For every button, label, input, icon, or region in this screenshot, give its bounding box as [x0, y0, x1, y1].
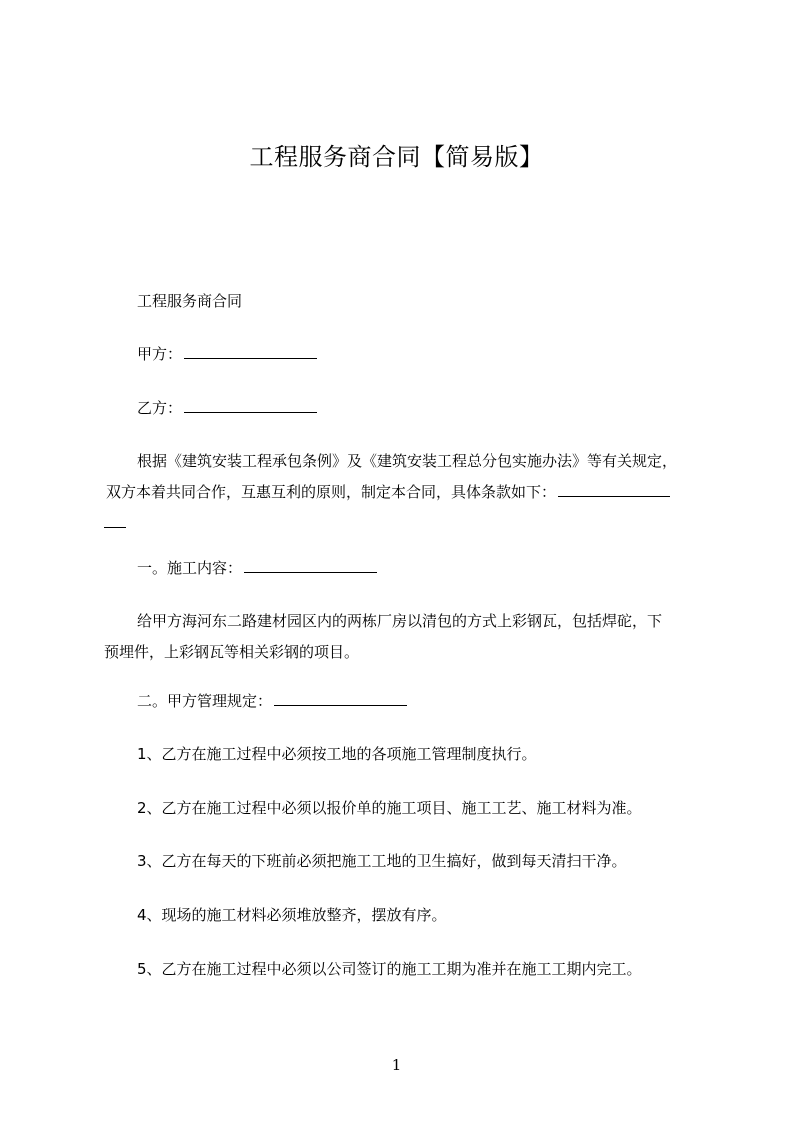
- intro-blank: [558, 482, 670, 497]
- section-1-paragraph: [104, 606, 704, 668]
- party-b-line: [137, 397, 317, 419]
- intro-blank-continued: [104, 513, 126, 528]
- section-2-title-line: [137, 690, 407, 712]
- rule-item: 1、乙方在施工过程中必须按工地的各项施工管理制度执行。: [137, 745, 537, 763]
- contract-heading: 工程服务商合同: [137, 292, 243, 310]
- rule-item: 2、乙方在施工过程中必须以报价单的施工项目、施工工艺、施工材料为准。: [137, 799, 642, 817]
- section-2-title: 二。甲方管理规定：: [137, 692, 273, 710]
- party-a-line: [137, 343, 317, 365]
- section-1-blank: [244, 558, 377, 573]
- section-1-title-line: [137, 557, 377, 579]
- intro-line-2: 双方本着共同合作，互惠互利的原则，制定本合同，具体条款如下：: [106, 477, 704, 508]
- rule-item: 4、现场的施工材料必须堆放整齐，摆放有序。: [137, 906, 447, 924]
- page-number: 1: [391, 1056, 402, 1074]
- section-1-title: 一。施工内容：: [137, 559, 243, 577]
- section-1-line-1: 给甲方海河东二路建材园区内的两栋厂房以清包的方式上彩钢瓦，包括焊砣，下: [137, 612, 663, 630]
- document-title: 工程服务商合同【简易版】: [249, 143, 544, 171]
- intro-line-3: [104, 508, 704, 539]
- intro-paragraph: [104, 446, 704, 539]
- intro-line-1: 根据《建筑安装工程承包条例》及《建筑安装工程总分包实施办法》等有关规定，: [137, 452, 678, 470]
- party-b-label: 乙方：: [137, 399, 183, 417]
- rule-item: 5、乙方在施工过程中必须以公司签订的施工工期为准并在施工工期内完工。: [137, 960, 642, 978]
- rule-item: 3、乙方在每天的下班前必须把施工工地的卫生搞好，做到每天清扫干净。: [137, 852, 627, 870]
- party-a-blank: [184, 344, 317, 359]
- section-2-blank: [274, 691, 407, 706]
- party-a-label: 甲方：: [137, 345, 183, 363]
- party-b-blank: [184, 398, 317, 413]
- section-1-line-2: 预埋件，上彩钢瓦等相关彩钢的项目。: [104, 643, 360, 661]
